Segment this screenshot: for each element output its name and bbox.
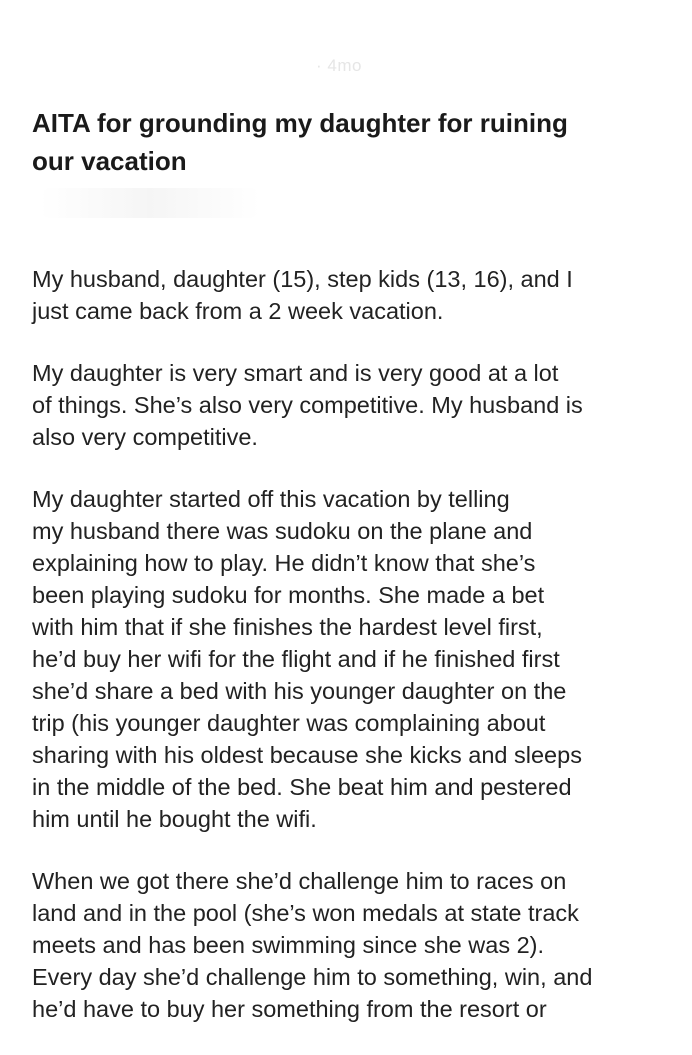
post-body xyxy=(32,263,668,1055)
post-paragraph: When we got there she’d challenge him to races on land and in the pool (she’s won medals at state track meets and has been swimming since she was 2). Every day she’d challenge him to something, win, and he’d have to buy her something from the resort or xyxy=(32,868,593,1022)
faded-flair-area xyxy=(40,188,260,218)
post-paragraph: My husband, daughter (15), step kids (13, 16), and I just came back from a 2 week vacation. xyxy=(32,266,573,324)
post-paragraph: My daughter started off this vacation by telling my husband there was sudoku on the plane and explaining how to play. He didn’t know that she’s been playing sudoku for months. She made a bet with him that if she finishes the hardest level first, he’d buy her wifi for the flight and if he finished first she’d share a bed with his younger daughter on the trip (his younger daughter was complaining about sharing with his oldest because she kicks and sleeps in the middle of the bed. She beat him and pestered him until he bought the wifi. xyxy=(32,486,582,832)
post-paragraph: My daughter is very smart and is very good at a lot of things. She’s also very competitive. My husband is also very competitive. xyxy=(32,360,583,450)
post-title: AITA for grounding my daughter for ruining our vacation xyxy=(32,108,568,176)
post-meta-faded: · 4mo xyxy=(316,56,362,75)
